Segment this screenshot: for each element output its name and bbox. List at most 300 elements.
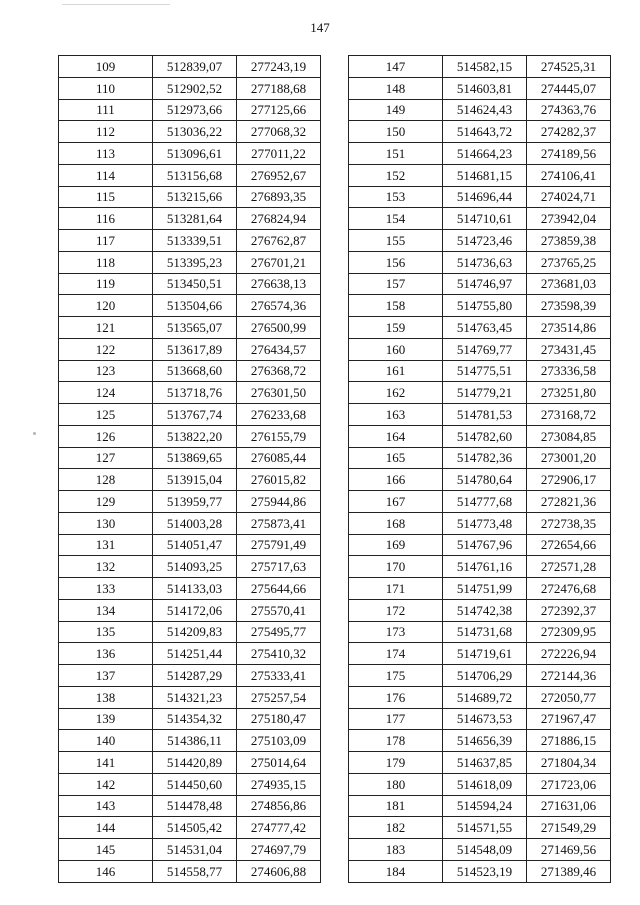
y-coordinate-cell: 273336,58 [527,360,611,382]
y-coordinate-cell: 273681,03 [527,273,611,295]
y-coordinate-cell: 274525,31 [527,56,611,78]
y-coordinate-cell: 273765,25 [527,251,611,273]
y-coordinate-cell: 271631,06 [527,795,611,817]
point-number-cell: 179 [349,752,443,774]
point-number-cell: 175 [349,665,443,687]
x-coordinate-cell: 514664,23 [443,143,527,165]
table-row [59,556,321,578]
x-coordinate-cell: 513767,74 [153,404,237,426]
x-coordinate-cell: 513504,66 [153,295,237,317]
y-coordinate-cell: 276301,50 [237,382,321,404]
table-row [59,338,321,360]
x-coordinate-cell: 514051,47 [153,534,237,556]
table-row [349,665,611,687]
table-row [59,686,321,708]
point-number-cell: 150 [349,121,443,143]
y-coordinate-cell: 275103,09 [237,730,321,752]
x-coordinate-cell: 514751,99 [443,578,527,600]
point-number-cell: 159 [349,317,443,339]
table-row [349,708,611,730]
point-number-cell: 142 [59,773,153,795]
x-coordinate-cell: 514782,60 [443,425,527,447]
table-row [349,208,611,230]
x-coordinate-cell: 512902,52 [153,77,237,99]
point-number-cell: 178 [349,730,443,752]
y-coordinate-cell: 275410,32 [237,643,321,665]
x-coordinate-cell: 513718,76 [153,382,237,404]
point-number-cell: 163 [349,404,443,426]
point-number-cell: 149 [349,99,443,121]
y-coordinate-cell: 272654,66 [527,534,611,556]
point-number-cell: 181 [349,795,443,817]
table-row [59,317,321,339]
x-coordinate-cell: 514681,15 [443,164,527,186]
point-number-cell: 129 [59,491,153,513]
x-coordinate-cell: 514706,29 [443,665,527,687]
table-row [59,99,321,121]
point-number-cell: 128 [59,469,153,491]
y-coordinate-cell: 273859,38 [527,230,611,252]
x-coordinate-cell: 513215,66 [153,186,237,208]
x-coordinate-cell: 514478,48 [153,795,237,817]
x-coordinate-cell: 514386,11 [153,730,237,752]
x-coordinate-cell: 514723,46 [443,230,527,252]
table-row [59,621,321,643]
point-number-cell: 156 [349,251,443,273]
table-row [349,512,611,534]
table-row [349,382,611,404]
y-coordinate-cell: 274363,76 [527,99,611,121]
point-number-cell: 155 [349,230,443,252]
y-coordinate-cell: 277125,66 [237,99,321,121]
y-coordinate-cell: 275333,41 [237,665,321,687]
x-coordinate-cell: 513565,07 [153,317,237,339]
point-number-cell: 164 [349,425,443,447]
y-coordinate-cell: 275644,66 [237,578,321,600]
point-number-cell: 136 [59,643,153,665]
point-number-cell: 161 [349,360,443,382]
y-coordinate-cell: 276574,36 [237,295,321,317]
point-number-cell: 173 [349,621,443,643]
point-number-cell: 116 [59,208,153,230]
table-row [59,56,321,78]
point-number-cell: 166 [349,469,443,491]
x-coordinate-cell: 514761,16 [443,556,527,578]
x-coordinate-cell: 512973,66 [153,99,237,121]
table-row [59,186,321,208]
point-number-cell: 177 [349,708,443,730]
table-row [349,404,611,426]
point-number-cell: 174 [349,643,443,665]
x-coordinate-cell: 514571,55 [443,817,527,839]
table-row [59,795,321,817]
y-coordinate-cell: 277011,22 [237,143,321,165]
point-number-cell: 113 [59,143,153,165]
table-row [349,447,611,469]
x-coordinate-cell: 513869,65 [153,447,237,469]
point-number-cell: 144 [59,817,153,839]
point-number-cell: 169 [349,534,443,556]
table-row [59,534,321,556]
point-number-cell: 153 [349,186,443,208]
y-coordinate-cell: 273168,72 [527,404,611,426]
x-coordinate-cell: 514618,09 [443,773,527,795]
point-number-cell: 131 [59,534,153,556]
x-coordinate-cell: 514523,19 [443,860,527,882]
x-coordinate-cell: 514003,28 [153,512,237,534]
point-number-cell: 118 [59,251,153,273]
table-row [349,273,611,295]
point-number-cell: 176 [349,686,443,708]
point-number-cell: 182 [349,817,443,839]
y-coordinate-cell: 276233,68 [237,404,321,426]
x-coordinate-cell: 514251,44 [153,643,237,665]
y-coordinate-cell: 273251,80 [527,382,611,404]
point-number-cell: 134 [59,599,153,621]
x-coordinate-cell: 514209,83 [153,621,237,643]
table-row [349,360,611,382]
table-row [349,77,611,99]
y-coordinate-cell: 272821,36 [527,491,611,513]
table-row [349,817,611,839]
table-row [59,230,321,252]
table-row [59,578,321,600]
point-number-cell: 151 [349,143,443,165]
point-number-cell: 180 [349,773,443,795]
x-coordinate-cell: 512839,07 [153,56,237,78]
table-row [349,121,611,143]
y-coordinate-cell: 271469,56 [527,839,611,861]
point-number-cell: 115 [59,186,153,208]
table-row [59,469,321,491]
table-row [349,599,611,621]
x-coordinate-cell: 514321,23 [153,686,237,708]
y-coordinate-cell: 274697,79 [237,839,321,861]
y-coordinate-cell: 277068,32 [237,121,321,143]
table-row [59,77,321,99]
coordinate-table-left [58,55,321,883]
y-coordinate-cell: 274856,86 [237,795,321,817]
point-number-cell: 160 [349,338,443,360]
y-coordinate-cell: 276434,57 [237,338,321,360]
point-number-cell: 111 [59,99,153,121]
y-coordinate-cell: 272392,37 [527,599,611,621]
table-row [349,469,611,491]
x-coordinate-cell: 513096,61 [153,143,237,165]
x-coordinate-cell: 514781,53 [443,404,527,426]
table-row [349,534,611,556]
x-coordinate-cell: 513036,22 [153,121,237,143]
point-number-cell: 121 [59,317,153,339]
table-row [349,317,611,339]
y-coordinate-cell: 272906,17 [527,469,611,491]
y-coordinate-cell: 276762,87 [237,230,321,252]
y-coordinate-cell: 273001,20 [527,447,611,469]
y-coordinate-cell: 275873,41 [237,512,321,534]
table-row [349,686,611,708]
table-row [59,839,321,861]
y-coordinate-cell: 274106,41 [527,164,611,186]
table-row [59,273,321,295]
point-number-cell: 122 [59,338,153,360]
point-number-cell: 146 [59,860,153,882]
y-coordinate-cell: 275180,47 [237,708,321,730]
y-coordinate-cell: 276701,21 [237,251,321,273]
y-coordinate-cell: 276155,79 [237,425,321,447]
x-coordinate-cell: 514594,24 [443,795,527,817]
x-coordinate-cell: 514782,36 [443,447,527,469]
table-row [59,425,321,447]
point-number-cell: 162 [349,382,443,404]
table-row [349,99,611,121]
point-number-cell: 145 [59,839,153,861]
y-coordinate-cell: 273514,86 [527,317,611,339]
x-coordinate-cell: 514769,77 [443,338,527,360]
x-coordinate-cell: 513959,77 [153,491,237,513]
y-coordinate-cell: 275944,86 [237,491,321,513]
point-number-cell: 143 [59,795,153,817]
x-coordinate-cell: 514531,04 [153,839,237,861]
x-coordinate-cell: 513668,60 [153,360,237,382]
point-number-cell: 139 [59,708,153,730]
y-coordinate-cell: 273431,45 [527,338,611,360]
point-number-cell: 123 [59,360,153,382]
point-number-cell: 110 [59,77,153,99]
point-number-cell: 148 [349,77,443,99]
table-row [349,425,611,447]
point-number-cell: 117 [59,230,153,252]
table-row [59,817,321,839]
point-number-cell: 124 [59,382,153,404]
table-row [59,447,321,469]
x-coordinate-cell: 513822,20 [153,425,237,447]
point-number-cell: 171 [349,578,443,600]
y-coordinate-cell: 276638,13 [237,273,321,295]
y-coordinate-cell: 275570,41 [237,599,321,621]
point-number-cell: 120 [59,295,153,317]
y-coordinate-cell: 273942,04 [527,208,611,230]
table-row [59,752,321,774]
y-coordinate-cell: 272226,94 [527,643,611,665]
y-coordinate-cell: 273084,85 [527,425,611,447]
x-coordinate-cell: 514696,44 [443,186,527,208]
point-number-cell: 140 [59,730,153,752]
y-coordinate-cell: 272476,68 [527,578,611,600]
y-coordinate-cell: 272571,28 [527,556,611,578]
table-row [59,665,321,687]
table-row [349,730,611,752]
y-coordinate-cell: 276368,72 [237,360,321,382]
x-coordinate-cell: 514755,80 [443,295,527,317]
table-row [59,708,321,730]
x-coordinate-cell: 514775,51 [443,360,527,382]
y-coordinate-cell: 272144,36 [527,665,611,687]
point-number-cell: 158 [349,295,443,317]
table-row [59,295,321,317]
point-number-cell: 112 [59,121,153,143]
x-coordinate-cell: 514558,77 [153,860,237,882]
y-coordinate-cell: 271804,34 [527,752,611,774]
point-number-cell: 138 [59,686,153,708]
y-coordinate-cell: 274777,42 [237,817,321,839]
point-number-cell: 152 [349,164,443,186]
x-coordinate-cell: 514777,68 [443,491,527,513]
x-coordinate-cell: 514742,38 [443,599,527,621]
x-coordinate-cell: 514719,61 [443,643,527,665]
x-coordinate-cell: 514637,85 [443,752,527,774]
table-row [349,752,611,774]
point-number-cell: 119 [59,273,153,295]
x-coordinate-cell: 513617,89 [153,338,237,360]
x-coordinate-cell: 514689,72 [443,686,527,708]
y-coordinate-cell: 276085,44 [237,447,321,469]
x-coordinate-cell: 514731,68 [443,621,527,643]
y-coordinate-cell: 274189,56 [527,143,611,165]
x-coordinate-cell: 514710,61 [443,208,527,230]
table-row [349,773,611,795]
scan-artifact-line [62,4,170,5]
table-row [59,382,321,404]
table-row [59,643,321,665]
x-coordinate-cell: 514780,64 [443,469,527,491]
table-row [59,143,321,165]
point-number-cell: 172 [349,599,443,621]
table-row [59,773,321,795]
y-coordinate-cell: 272309,95 [527,621,611,643]
table-row [59,121,321,143]
x-coordinate-cell: 513395,23 [153,251,237,273]
x-coordinate-cell: 514673,53 [443,708,527,730]
y-coordinate-cell: 271967,47 [527,708,611,730]
table-row [349,295,611,317]
y-coordinate-cell: 276500,99 [237,317,321,339]
table-row [349,230,611,252]
table-row [59,599,321,621]
point-number-cell: 167 [349,491,443,513]
x-coordinate-cell: 513915,04 [153,469,237,491]
y-coordinate-cell: 274606,88 [237,860,321,882]
table-row [59,164,321,186]
point-number-cell: 154 [349,208,443,230]
table-row [349,556,611,578]
point-number-cell: 125 [59,404,153,426]
table-row [59,251,321,273]
point-number-cell: 132 [59,556,153,578]
y-coordinate-cell: 273598,39 [527,295,611,317]
x-coordinate-cell: 514582,15 [443,56,527,78]
y-coordinate-cell: 276015,82 [237,469,321,491]
point-number-cell: 133 [59,578,153,600]
table-row [59,360,321,382]
x-coordinate-cell: 513450,51 [153,273,237,295]
table-row [59,512,321,534]
x-coordinate-cell: 514450,60 [153,773,237,795]
x-coordinate-cell: 514736,63 [443,251,527,273]
table-row [349,578,611,600]
y-coordinate-cell: 272738,35 [527,512,611,534]
scan-artifact-dot [33,432,36,435]
table-row [59,404,321,426]
point-number-cell: 165 [349,447,443,469]
x-coordinate-cell: 514746,97 [443,273,527,295]
x-coordinate-cell: 513339,51 [153,230,237,252]
x-coordinate-cell: 514656,39 [443,730,527,752]
y-coordinate-cell: 277243,19 [237,56,321,78]
x-coordinate-cell: 513156,68 [153,164,237,186]
point-number-cell: 170 [349,556,443,578]
x-coordinate-cell: 514287,29 [153,665,237,687]
x-coordinate-cell: 514773,48 [443,512,527,534]
point-number-cell: 141 [59,752,153,774]
x-coordinate-cell: 514133,03 [153,578,237,600]
point-number-cell: 168 [349,512,443,534]
x-coordinate-cell: 514354,32 [153,708,237,730]
y-coordinate-cell: 274024,71 [527,186,611,208]
page-number: 147 [310,20,330,35]
table-row [59,491,321,513]
point-number-cell: 114 [59,164,153,186]
x-coordinate-cell: 514763,45 [443,317,527,339]
point-number-cell: 147 [349,56,443,78]
point-number-cell: 127 [59,447,153,469]
y-coordinate-cell: 276952,67 [237,164,321,186]
x-coordinate-cell: 514505,42 [153,817,237,839]
y-coordinate-cell: 275257,54 [237,686,321,708]
y-coordinate-cell: 271886,15 [527,730,611,752]
point-number-cell: 184 [349,860,443,882]
x-coordinate-cell: 514779,21 [443,382,527,404]
table-row [349,795,611,817]
table-row [59,860,321,882]
x-coordinate-cell: 514643,72 [443,121,527,143]
y-coordinate-cell: 272050,77 [527,686,611,708]
x-coordinate-cell: 514548,09 [443,839,527,861]
y-coordinate-cell: 276824,94 [237,208,321,230]
x-coordinate-cell: 513281,64 [153,208,237,230]
y-coordinate-cell: 275495,77 [237,621,321,643]
table-row [349,860,611,882]
table-row [349,251,611,273]
point-number-cell: 157 [349,273,443,295]
y-coordinate-cell: 274445,07 [527,77,611,99]
y-coordinate-cell: 277188,68 [237,77,321,99]
x-coordinate-cell: 514420,89 [153,752,237,774]
y-coordinate-cell: 275791,49 [237,534,321,556]
x-coordinate-cell: 514093,25 [153,556,237,578]
point-number-cell: 109 [59,56,153,78]
table-row [349,164,611,186]
y-coordinate-cell: 276893,35 [237,186,321,208]
table-row [349,56,611,78]
y-coordinate-cell: 271723,06 [527,773,611,795]
point-number-cell: 135 [59,621,153,643]
point-number-cell: 126 [59,425,153,447]
table-row [59,208,321,230]
table-row [349,338,611,360]
table-row [349,839,611,861]
point-number-cell: 137 [59,665,153,687]
y-coordinate-cell: 274935,15 [237,773,321,795]
table-row [59,730,321,752]
y-coordinate-cell: 274282,37 [527,121,611,143]
table-row [349,621,611,643]
y-coordinate-cell: 275014,64 [237,752,321,774]
point-number-cell: 183 [349,839,443,861]
table-row [349,643,611,665]
table-row [349,143,611,165]
y-coordinate-cell: 271549,29 [527,817,611,839]
x-coordinate-cell: 514767,96 [443,534,527,556]
